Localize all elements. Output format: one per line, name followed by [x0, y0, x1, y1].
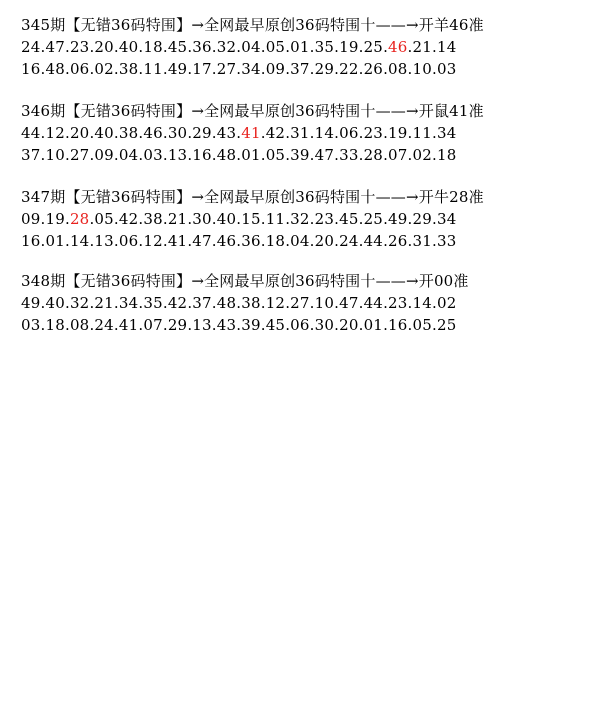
number-cell: 06 [118, 232, 139, 250]
number-cell: 48 [216, 294, 237, 312]
number-cell: 34 [118, 294, 139, 312]
number-cell: 20 [314, 232, 335, 250]
number-cell: 39 [290, 146, 310, 164]
number-cell: 16 [192, 146, 212, 164]
number-cell: 29 [167, 316, 188, 334]
number-cell: 05 [94, 210, 114, 228]
number-cell: 36 [241, 232, 261, 250]
entry-header: 346期【无错36码特围】→全网最早原创36码特围十——→开鼠41准 [21, 102, 484, 120]
number-cell: 21 [167, 210, 188, 228]
number-cell: 01 [363, 316, 384, 334]
number-row: 16.48.06.02.38.11.49.17.27.34.09.37.29.22.26.08.10.03 [21, 60, 457, 78]
number-cell: 43 [216, 124, 237, 142]
number-cell: 02 [412, 146, 432, 164]
number-cell: 35 [143, 294, 163, 312]
number-cell: 11 [265, 210, 286, 228]
number-cell: 40 [94, 124, 114, 142]
number-cell: 42 [265, 124, 286, 142]
number-cell: 40 [45, 294, 65, 312]
number-cell: 38 [143, 210, 163, 228]
entry-346 [21, 100, 484, 166]
number-cell: 01 [45, 232, 65, 250]
number-cell: 04 [241, 38, 261, 56]
number-cell: 48 [45, 60, 65, 78]
number-cell: 48 [216, 146, 237, 164]
number-cell: 34 [436, 210, 457, 228]
number-cell: 05 [412, 316, 432, 334]
entry-header: 345期【无错36码特围】→全网最早原创36码特围十——→开羊46准 [21, 16, 484, 34]
number-cell: 41 [118, 316, 139, 334]
number-cell: 42 [167, 294, 188, 312]
number-cell: 08 [388, 60, 408, 78]
number-cell: 25 [363, 210, 384, 228]
number-cell: 14 [69, 232, 90, 250]
number-cell: 09 [94, 146, 114, 164]
number-cell: 13 [192, 316, 212, 334]
number-cell: 46 [388, 38, 408, 56]
number-cell: 25 [436, 316, 457, 334]
number-cell: 06 [339, 124, 359, 142]
number-cell: 23 [314, 210, 335, 228]
number-cell: 14 [412, 294, 432, 312]
number-cell: 28 [363, 146, 384, 164]
number-cell: 06 [290, 316, 310, 334]
number-cell: 02 [436, 294, 457, 312]
number-cell: 41 [167, 232, 188, 250]
number-cell: 18 [45, 316, 65, 334]
number-cell: 05 [265, 38, 286, 56]
number-row: 37.10.27.09.04.03.13.16.48.01.05.39.47.33.28.07.02.18 [21, 146, 457, 164]
number-cell: 35 [314, 38, 335, 56]
number-cell: 15 [241, 210, 261, 228]
number-cell: 14 [314, 124, 335, 142]
number-cell: 07 [388, 146, 408, 164]
number-cell: 46 [216, 232, 237, 250]
number-row: 44.12.20.40.38.46.30.29.43.41.42.31.14.06.23.19.11.34 [21, 124, 457, 142]
number-cell: 19 [388, 124, 408, 142]
number-cell: 09 [265, 60, 286, 78]
number-cell: 27 [290, 294, 310, 312]
number-cell: 46 [143, 124, 163, 142]
number-cell: 41 [241, 124, 261, 142]
number-cell: 33 [436, 232, 457, 250]
number-cell: 34 [436, 124, 457, 142]
entry-345 [21, 14, 484, 80]
number-cell: 07 [143, 316, 163, 334]
number-cell: 38 [118, 60, 139, 78]
number-cell: 20 [339, 316, 359, 334]
number-cell: 29 [314, 60, 335, 78]
number-cell: 13 [167, 146, 188, 164]
number-cell: 03 [21, 316, 41, 334]
number-cell: 32 [69, 294, 90, 312]
number-cell: 31 [412, 232, 432, 250]
number-cell: 30 [192, 210, 212, 228]
number-cell: 32 [290, 210, 310, 228]
number-cell: 47 [339, 294, 359, 312]
number-cell: 49 [167, 60, 188, 78]
number-cell: 16 [21, 60, 41, 78]
number-cell: 14 [436, 38, 457, 56]
number-cell: 10 [314, 294, 335, 312]
number-cell: 47 [192, 232, 212, 250]
number-cell: 49 [21, 294, 41, 312]
number-cell: 39 [241, 316, 261, 334]
number-cell: 40 [216, 210, 237, 228]
number-cell: 25 [363, 38, 384, 56]
number-cell: 42 [118, 210, 139, 228]
number-cell: 18 [436, 146, 457, 164]
number-cell: 24 [94, 316, 114, 334]
number-cell: 40 [118, 38, 139, 56]
number-cell: 11 [143, 60, 163, 78]
entry-348 [21, 270, 469, 336]
number-cell: 02 [94, 60, 114, 78]
number-cell: 12 [45, 124, 65, 142]
number-cell: 37 [21, 146, 41, 164]
number-cell: 16 [388, 316, 408, 334]
number-cell: 03 [143, 146, 163, 164]
number-cell: 18 [143, 38, 163, 56]
entry-header: 347期【无错36码特围】→全网最早原创36码特围十——→开牛28准 [21, 188, 484, 206]
number-cell: 09 [21, 210, 41, 228]
number-cell: 33 [339, 146, 359, 164]
number-cell: 44 [363, 294, 384, 312]
number-cell: 10 [412, 60, 432, 78]
entry-header: 348期【无错36码特围】→全网最早原创36码特围十——→开00准 [21, 272, 469, 290]
number-row: 16.01.14.13.06.12.41.47.46.36.18.04.20.24.44.26.31.33 [21, 232, 457, 250]
number-cell: 24 [21, 38, 41, 56]
number-cell: 34 [241, 60, 261, 78]
number-cell: 44 [21, 124, 41, 142]
number-cell: 26 [388, 232, 408, 250]
number-cell: 24 [339, 232, 359, 250]
number-cell: 04 [290, 232, 310, 250]
number-cell: 44 [363, 232, 384, 250]
number-cell: 45 [339, 210, 359, 228]
number-cell: 19 [45, 210, 65, 228]
number-cell: 21 [412, 38, 432, 56]
number-cell: 03 [436, 60, 457, 78]
number-row: 24.47.23.20.40.18.45.36.32.04.05.01.35.19.25.46.21.14 [21, 38, 457, 56]
number-cell: 47 [45, 38, 65, 56]
number-cell: 45 [265, 316, 286, 334]
number-cell: 05 [265, 146, 286, 164]
number-cell: 29 [192, 124, 212, 142]
number-cell: 23 [363, 124, 384, 142]
number-cell: 36 [192, 38, 212, 56]
number-cell: 13 [94, 232, 114, 250]
number-cell: 37 [290, 60, 310, 78]
number-cell: 43 [216, 316, 237, 334]
number-cell: 23 [388, 294, 408, 312]
number-cell: 19 [339, 38, 359, 56]
number-cell: 29 [412, 210, 432, 228]
number-row: 03.18.08.24.41.07.29.13.43.39.45.06.30.20.01.16.05.25 [21, 316, 457, 334]
number-cell: 18 [265, 232, 286, 250]
number-cell: 21 [94, 294, 114, 312]
number-cell: 38 [241, 294, 261, 312]
number-cell: 31 [290, 124, 310, 142]
number-cell: 47 [314, 146, 335, 164]
number-cell: 20 [94, 38, 114, 56]
number-cell: 30 [314, 316, 335, 334]
number-cell: 45 [167, 38, 188, 56]
number-cell: 16 [21, 232, 41, 250]
number-row: 09.19.28.05.42.38.21.30.40.15.11.32.23.45.25.49.29.34 [21, 210, 457, 228]
number-cell: 12 [143, 232, 163, 250]
number-cell: 12 [265, 294, 286, 312]
number-cell: 01 [290, 38, 310, 56]
number-cell: 49 [388, 210, 408, 228]
number-cell: 23 [69, 38, 90, 56]
number-cell: 04 [118, 146, 139, 164]
number-cell: 27 [69, 146, 90, 164]
number-row: 49.40.32.21.34.35.42.37.48.38.12.27.10.47.44.23.14.02 [21, 294, 457, 312]
number-cell: 20 [69, 124, 90, 142]
number-cell: 08 [69, 316, 90, 334]
number-cell: 37 [192, 294, 212, 312]
entry-347 [21, 186, 484, 252]
number-cell: 27 [216, 60, 237, 78]
number-cell: 38 [118, 124, 139, 142]
number-cell: 28 [69, 210, 90, 228]
number-cell: 10 [45, 146, 65, 164]
number-cell: 30 [167, 124, 188, 142]
number-cell: 11 [412, 124, 432, 142]
number-cell: 17 [192, 60, 212, 78]
number-cell: 22 [339, 60, 359, 78]
number-cell: 32 [216, 38, 237, 56]
number-cell: 26 [363, 60, 384, 78]
number-cell: 06 [69, 60, 90, 78]
number-cell: 01 [241, 146, 261, 164]
